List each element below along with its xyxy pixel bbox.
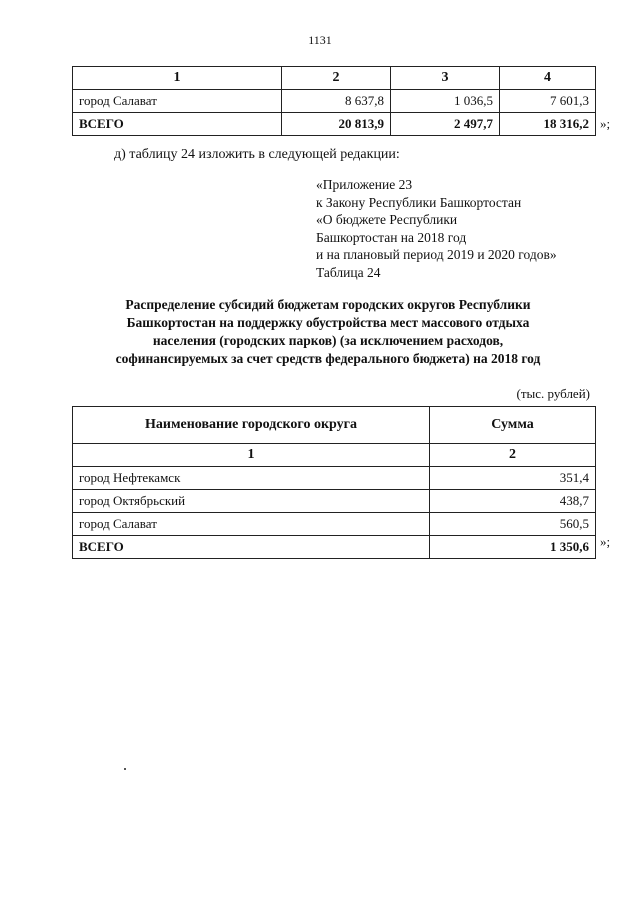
total-amount: 1 350,6 xyxy=(430,536,596,559)
amendment-instruction: д) таблицу 24 изложить в следующей редакции: xyxy=(114,147,400,162)
table-row xyxy=(73,490,596,513)
annex-line: «О бюджете Республики xyxy=(316,212,458,227)
table-title xyxy=(80,296,576,368)
closing-quote-mark: »; xyxy=(600,534,611,549)
title-line: софинансируемых за счет средств федерального бюджета) на 2018 год xyxy=(115,351,541,366)
table-row xyxy=(73,467,596,490)
col-index: 4 xyxy=(500,67,596,90)
col-index: 1 xyxy=(73,67,282,90)
title-line: населения (городских парков) (за исключением расходов, xyxy=(152,333,504,348)
title-line: Башкортостан на поддержку обустройства мест массового отдыха xyxy=(126,315,530,330)
annex-line: Таблица 24 xyxy=(316,264,381,280)
total-amount: 18 316,2 xyxy=(500,113,596,136)
amount-cell: 8 637,8 xyxy=(282,90,391,113)
district-name: город Салават xyxy=(73,90,282,113)
annex-line: к Закону Республики Башкортостан xyxy=(316,194,522,210)
continued-table xyxy=(72,66,596,136)
title-line: Распределение субсидий бюджетам городских округов Республики xyxy=(125,297,531,312)
amount-cell: 7 601,3 xyxy=(500,90,596,113)
total-label: ВСЕГО xyxy=(73,113,282,136)
annex-line: «Приложение 23 xyxy=(316,177,413,192)
col-index: 2 xyxy=(430,444,596,467)
district-name: город Салават xyxy=(73,513,430,536)
column-header: Сумма xyxy=(430,407,596,444)
total-label: ВСЕГО xyxy=(73,536,430,559)
table-header-row xyxy=(73,407,596,444)
column-header: Наименование городского округа xyxy=(73,407,430,444)
table-index-row xyxy=(73,67,596,90)
col-index: 3 xyxy=(391,67,500,90)
total-amount: 2 497,7 xyxy=(391,113,500,136)
amount-cell: 1 036,5 xyxy=(391,90,500,113)
total-amount: 20 813,9 xyxy=(282,113,391,136)
col-index: 1 xyxy=(73,444,430,467)
table-row xyxy=(73,513,596,536)
total-row xyxy=(73,113,596,136)
closing-quote-mark: »; xyxy=(600,116,611,131)
col-index: 2 xyxy=(282,67,391,90)
annex-header xyxy=(316,176,557,281)
page-number: 1131 xyxy=(308,33,332,47)
annex-line: Башкортостан на 2018 год xyxy=(316,229,467,245)
annex-line: и на плановый период 2019 и 2020 годов» xyxy=(316,247,557,262)
units-label: (тыс. рублей) xyxy=(516,386,590,401)
subsidy-table xyxy=(72,406,596,559)
district-name: город Октябрьский xyxy=(73,490,430,513)
amount-cell: 560,5 xyxy=(430,513,596,536)
table-row xyxy=(73,90,596,113)
amount-cell: 351,4 xyxy=(430,467,596,490)
amount-cell: 438,7 xyxy=(430,490,596,513)
scan-speck xyxy=(124,768,126,770)
total-row xyxy=(73,536,596,559)
district-name: город Нефтекамск xyxy=(73,467,430,490)
table-index-row xyxy=(73,444,596,467)
